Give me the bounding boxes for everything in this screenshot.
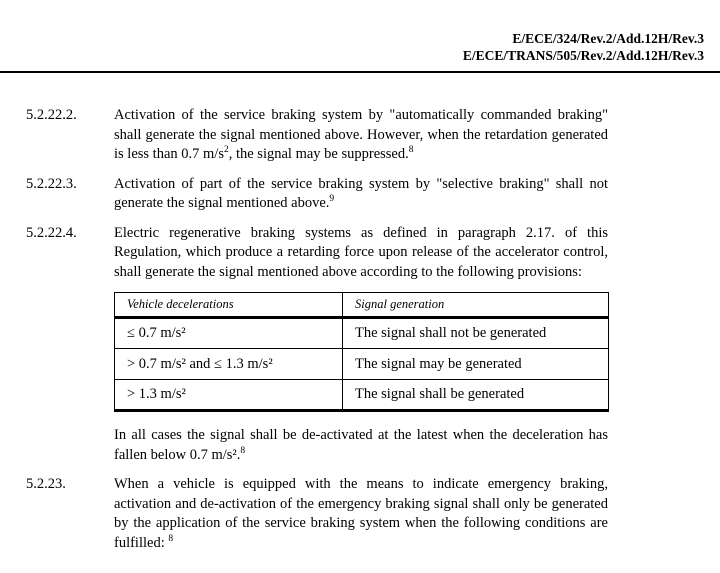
paragraph-number: 5.2.22.4.: [26, 224, 77, 241]
paragraph-text-segment: , the signal may be suppressed.: [228, 146, 409, 162]
paragraph-text-segment: When a vehicle is equipped with the means to indicate emergency braking, activation and de-activation of the emergency braking signal shall only be generated by the application of the service braking system when the following conditions are fulfilled:: [114, 476, 608, 551]
paragraph-text-segment: Electric regenerative braking systems as defined in paragraph 2.17. of this Regulation, which produce a retarding force upon release of the accelerator control, shall generate the signal mentioned above according to the following provisions:: [114, 224, 608, 280]
paragraph-5.2.22.4: [26, 224, 720, 283]
paragraph-text-segment: In all cases the signal shall be de-activated at the latest when the deceleration has fallen below 0.7 m/s².: [114, 427, 608, 463]
paragraph-5.2.23: [26, 475, 720, 553]
footnote-reference: 8: [240, 445, 246, 456]
paragraph-5.2.22.2: [26, 106, 720, 165]
table-cell-deceleration: > 0.7 m/s² and ≤ 1.3 m/s²: [115, 349, 343, 380]
table-header-row: [115, 293, 609, 318]
paragraph-5.2.22.3: [26, 175, 720, 214]
paragraph-text: [114, 175, 608, 214]
footnote-reference: 8: [168, 533, 174, 544]
paragraph-text: [114, 475, 608, 553]
paragraph-number: 5.2.22.3.: [26, 175, 77, 192]
footnote-reference: 8: [408, 145, 414, 156]
table-row: [115, 380, 609, 411]
note-paragraph: [26, 426, 720, 465]
superscript-exponent: 2: [223, 145, 229, 156]
table-cell-signal: The signal may be generated: [343, 349, 609, 380]
footnote-reference: 9: [329, 194, 335, 205]
table-row: [115, 318, 609, 349]
paragraph-text-segment: Activation of the service braking system by "automatically commanded braking" shall generate the signal mentioned above. However, when the retardation generated is less than 0.7 m/s: [114, 107, 608, 162]
paragraph-text-segment: Activation of part of the service braking system by "selective braking" shall not generate the signal mentioned above.: [114, 175, 608, 211]
table-cell-signal: The signal shall be generated: [343, 380, 609, 411]
paragraph-number: 5.2.22.2.: [26, 107, 77, 123]
doc-ref-line-2: E/ECE/TRANS/505/Rev.2/Add.12H/Rev.3: [462, 48, 704, 63]
table-cell-deceleration: ≤ 0.7 m/s²: [115, 318, 343, 349]
paragraph-number-empty: [26, 426, 114, 465]
table-header-vehicle-decelerations: Vehicle decelerations: [115, 293, 343, 318]
table-header-signal-generation: Signal generation: [343, 293, 609, 318]
paragraph-text: [114, 224, 608, 283]
table-cell-signal: The signal shall not be generated: [343, 318, 609, 349]
doc-ref-line-1: E/ECE/324/Rev.2/Add.12H/Rev.3: [512, 31, 704, 46]
paragraph-number: 5.2.23.: [26, 476, 66, 492]
document-body: [0, 73, 720, 553]
paragraph-text: [114, 106, 608, 165]
deceleration-signal-table: [114, 292, 609, 412]
table-row: [115, 349, 609, 380]
doc-header: [0, 0, 720, 64]
paragraph-text: [114, 426, 608, 465]
table-cell-deceleration: > 1.3 m/s²: [115, 380, 343, 411]
deceleration-table-wrapper: [114, 292, 720, 412]
